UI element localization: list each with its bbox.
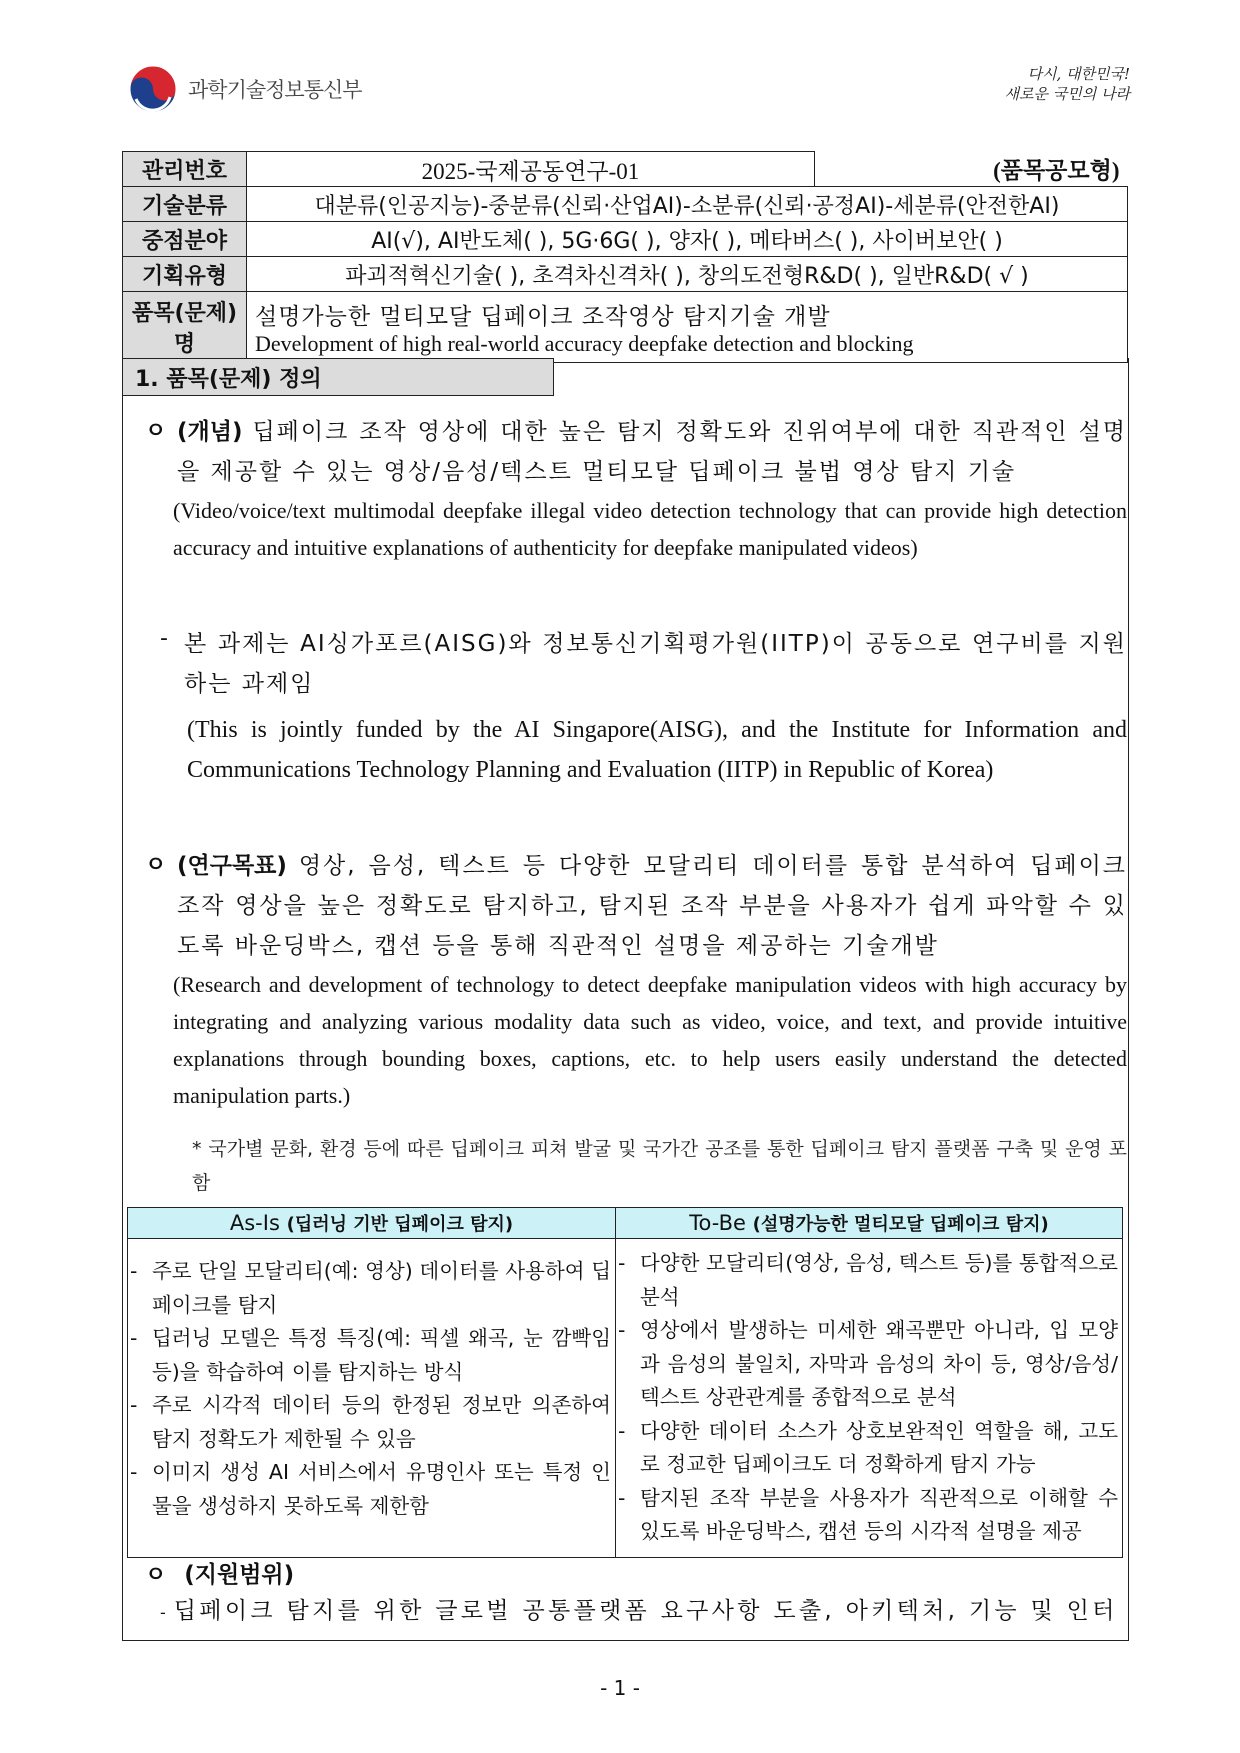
tech-class: 대분류(인공지능)-중분류(신뢰·산업AI)-소분류(신뢰·공정AI)-세분류(안전한AI) — [247, 187, 1128, 222]
tobe-item: - 영상에서 발생하는 미세한 왜곡뿐만 아니라, 입 모양과 음성의 불일치, 자막과 음성의 차이 등, 영상/음성/텍스트 상관관계를 종합적으로 분석 — [618, 1318, 1118, 1409]
joint-korean: 본 과제는 AI싱가포르(AISG)와 정보통신기획평가원(IITP)이 공동으로 연구비를 지원하는 과제임 — [184, 631, 1127, 697]
asis-item: - 이미지 생성 AI 서비스에서 유명인사 또는 특정 인물을 생성하지 못하도록 제한함 — [130, 1460, 611, 1518]
bullet-mark: ㅇ — [145, 1563, 167, 1588]
asis-tobe-header — [128, 1208, 1123, 1239]
meta-row-focus — [123, 222, 1128, 257]
meta-row-mgmt — [123, 152, 1128, 187]
meta-row-plan — [123, 257, 1128, 292]
title-english: Development of high real-world accuracy deepfake detection and blocking — [255, 330, 914, 356]
joint-english: (This is jointly funded by the AI Singapore(AISG), and the Institute for Information and Communications Technology Planning and Evaluation (IITP) in Republic of Korea) — [187, 717, 1127, 783]
support-scope-label: (지원범위) — [184, 1562, 295, 1588]
dash-mark: - — [160, 626, 168, 651]
asis-subtitle: (딥러닝 기반 딥페이크 탐지) — [286, 1214, 514, 1235]
tobe-item: - 다양한 데이터 소스가 상호보완적인 역할을 해, 고도로 정교한 딥페이크도 더 정확하게 탐지 가능 — [618, 1418, 1118, 1476]
item-type: (품목공모형) — [815, 152, 1128, 187]
asis-header — [128, 1208, 616, 1239]
meta-row-tech — [123, 187, 1128, 222]
goal-label: (연구목표) — [177, 853, 287, 879]
support-scope-text: 딥페이크 탐지를 위한 글로벌 공통플랫폼 요구사항 도출, 아키텍처, 기능 및 인터 — [173, 1598, 1118, 1624]
concept-label: (개념) — [177, 419, 243, 445]
concept-block — [145, 412, 1127, 566]
taegeuk-logo-icon — [128, 64, 178, 114]
ministry-name: 과학기술정보통신부 — [188, 78, 362, 102]
tobe-cell — [616, 1239, 1123, 1558]
title-label: 품목(문제)명 — [123, 292, 247, 363]
concept-text: 딥페이크 조작 영상에 대한 높은 탐지 정확도와 진위여부에 대한 직관적인 설명을 제공할 수 있는 영상/음성/텍스트 멀티모달 딥페이크 불법 영상 탐지 기술 — [177, 419, 1128, 485]
meta-table — [122, 151, 1128, 363]
goal-note: * 국가별 문화, 환경 등에 따른 딥페이크 피쳐 발굴 및 국가간 공조를 통한 딥페이크 탐지 플랫폼 구축 및 운영 포함 — [192, 1138, 1127, 1194]
tech-class-label: 기술분류 — [123, 187, 247, 222]
section-heading: 1. 품목(문제) 정의 — [122, 358, 554, 396]
meta-row-title — [123, 292, 1128, 363]
asis-item: - 주로 시각적 데이터 등의 한정된 정보만 의존하여 탐지 정확도가 제한될 수 있음 — [130, 1393, 611, 1451]
goal-english: (Research and development of technology to detect deepfake manipulation videos with high accuracy by integrating and analyzing various modality data such as video, voice, and text, and provide intuitive explanations through bounding boxes, captions, etc. to help users easily understand the detected manipulation parts.) — [173, 972, 1127, 1108]
concept-english: (Video/voice/text multimodal deepfake illegal video detection technology that can provide high detection accuracy and intuitive explanations of authenticity for deepfake manipulated videos) — [173, 498, 1127, 560]
plan-label: 기획유형 — [123, 257, 247, 292]
dash-mark: - — [160, 1603, 166, 1622]
asis-tobe-table — [127, 1207, 1123, 1558]
focus-areas: AI(√), AI반도체( ), 5G·6G( ), 양자( ), 메타버스( ), 사이버보안( ) — [247, 222, 1128, 257]
joint-funding-block — [160, 624, 1127, 790]
goal-korean — [177, 846, 1127, 966]
title-cell — [247, 292, 1128, 363]
plan-type: 파괴적혁신기술( ), 초격차신격차( ), 창의도전형R&D( ), 일반R&D( √ ) — [247, 257, 1128, 292]
tobe-header — [616, 1208, 1123, 1239]
slogan-line-1: 다시, 대한민국! — [1027, 65, 1130, 83]
mgmt-no-label: 관리번호 — [123, 152, 247, 187]
slogan-line-2: 새로운 국민의 나라 — [1004, 85, 1130, 103]
support-scope-heading — [145, 1556, 294, 1589]
asis-title: As-Is — [229, 1211, 280, 1235]
bullet-mark: ㅇ — [145, 419, 167, 444]
goal-text: 영상, 음성, 텍스트 등 다양한 모달리티 데이터를 통합 분석하여 딥페이크 조작 영상을 높은 정확도로 탐지하고, 탐지된 조작 부분을 사용자가 쉽게 파악할 수 있도록 바운딩박스, 캡션 등을 통해 직관적인 설명을 제공하는 기술개발 — [177, 853, 1127, 959]
asis-tobe-body — [128, 1239, 1123, 1558]
asis-item: - 딥러닝 모델은 특정 특징(예: 픽셀 왜곡, 눈 깜빡임 등)을 학습하여 이를 탐지하는 방식 — [130, 1326, 611, 1384]
support-scope-item — [160, 1592, 1127, 1625]
mgmt-no: 2025-국제공동연구-01 — [247, 152, 815, 187]
asis-cell — [128, 1239, 616, 1558]
title-korean: 설명가능한 멀티모달 딥페이크 조작영상 탐지기술 개발 — [255, 303, 831, 330]
tobe-item: - 탐지된 조작 부분을 사용자가 직관적으로 이해할 수 있도록 바운딩박스, 캡션 등의 시각적 설명을 제공 — [618, 1485, 1118, 1543]
tobe-subtitle: (설명가능한 멀티모달 딥페이크 탐지) — [752, 1214, 1049, 1235]
focus-label: 중점분야 — [123, 222, 247, 257]
tobe-title: To-Be — [689, 1211, 746, 1235]
bullet-mark: ㅇ — [145, 853, 167, 878]
goal-block — [145, 846, 1127, 1114]
asis-item: - 주로 단일 모달리티(예: 영상) 데이터를 사용하여 딥페이크를 탐지 — [130, 1259, 611, 1317]
tobe-item: - 다양한 모달리티(영상, 음성, 텍스트 등)를 통합적으로 분석 — [618, 1251, 1118, 1309]
page-number: - 1 - — [600, 1676, 640, 1700]
concept-korean — [177, 412, 1127, 492]
ministry-logo — [128, 64, 362, 114]
slogan — [1005, 64, 1130, 104]
